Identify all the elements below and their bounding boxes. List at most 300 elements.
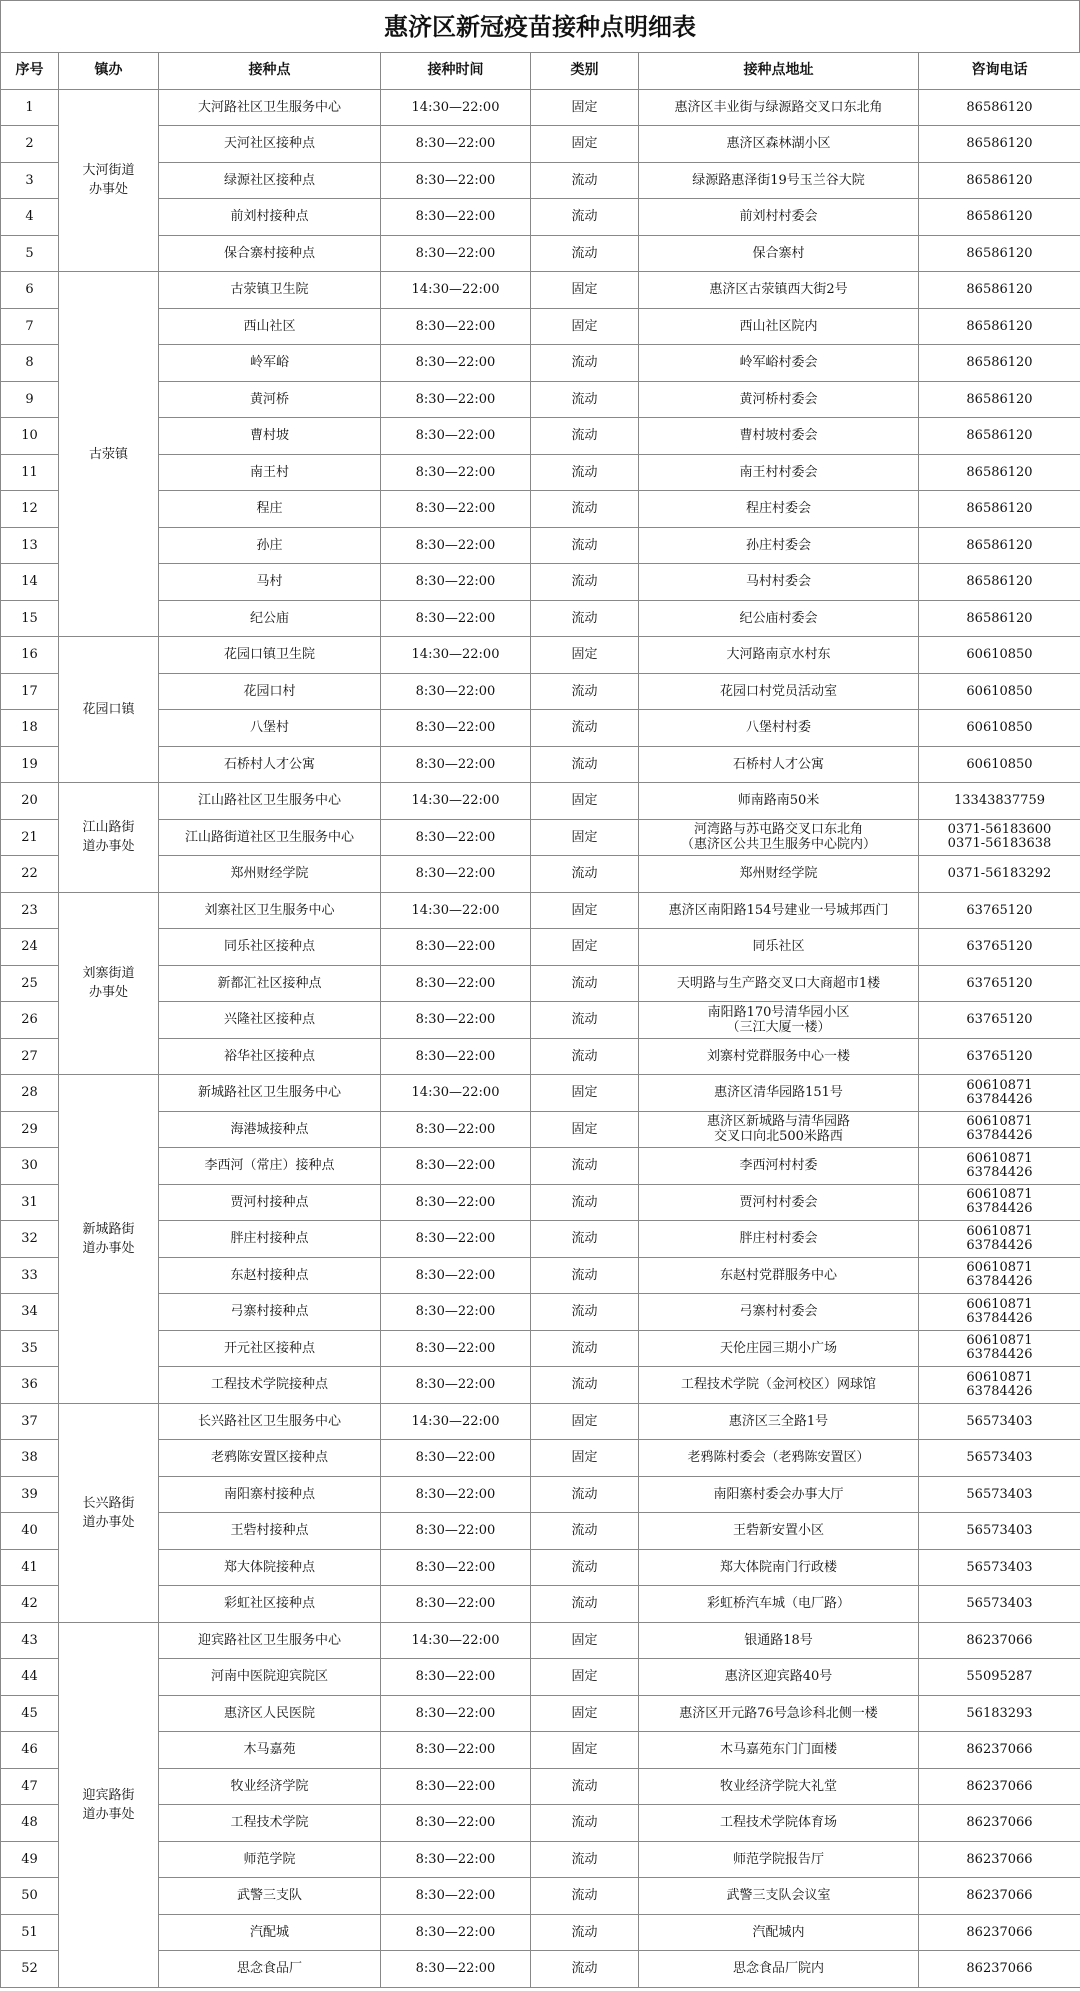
cell-phone	[919, 1549, 1080, 1586]
cell-site: 思念食品厂	[159, 1951, 381, 1988]
cell-time: 8:30—22:00	[381, 1805, 531, 1842]
phone-line-2: 0371-56183638	[947, 836, 1052, 852]
cell-phone	[919, 856, 1080, 893]
cell-site: 李西河（常庄）接种点	[159, 1148, 381, 1185]
phone-line: 60610850	[966, 683, 1033, 699]
phone-line-2: 63784426	[966, 1310, 1033, 1326]
cell-time: 14:30—22:00	[381, 637, 531, 674]
cell-site: 迎宾路社区卫生服务中心	[159, 1622, 381, 1659]
cell-number: 49	[1, 1841, 59, 1878]
cell-address	[639, 235, 919, 272]
cell-number: 23	[1, 892, 59, 929]
cell-site: 岭军峪	[159, 345, 381, 382]
cell-type: 流动	[531, 1841, 639, 1878]
cell-time: 8:30—22:00	[381, 1768, 531, 1805]
cell-type: 流动	[531, 1476, 639, 1513]
cell-type: 流动	[531, 1257, 639, 1294]
cell-time: 8:30—22:00	[381, 1878, 531, 1915]
table-row	[1, 1878, 1080, 1915]
cell-site: 弓寨村接种点	[159, 1294, 381, 1331]
cell-phone	[919, 1914, 1080, 1951]
table-row	[1, 418, 1080, 455]
cell-address	[639, 673, 919, 710]
address-line: 惠济区迎宾路40号	[724, 1669, 833, 1685]
cell-number: 1	[1, 89, 59, 126]
cell-address	[639, 929, 919, 966]
cell-phone	[919, 1111, 1080, 1148]
cell-phone	[919, 637, 1080, 674]
phone-line-2: 63784426	[966, 1274, 1033, 1290]
cell-number: 16	[1, 637, 59, 674]
address-line: 南阳寨村委会办事大厅	[713, 1486, 844, 1502]
address-line: 南阳路170号清华园小区	[707, 1004, 850, 1020]
cell-type: 固定	[531, 1659, 639, 1696]
table-row	[1, 199, 1080, 236]
cell-phone	[919, 929, 1080, 966]
column-header: 接种点	[159, 53, 381, 90]
cell-address	[639, 637, 919, 674]
address-line: 刘寨村党群服务中心一楼	[706, 1048, 850, 1064]
cell-phone	[919, 1403, 1080, 1440]
cell-site: 保合寨村接种点	[159, 235, 381, 272]
cell-site: 黄河桥	[159, 381, 381, 418]
cell-time: 8:30—22:00	[381, 1586, 531, 1623]
cell-phone	[919, 1586, 1080, 1623]
cell-type: 固定	[531, 929, 639, 966]
cell-number: 2	[1, 126, 59, 163]
cell-site: 花园口镇卫生院	[159, 637, 381, 674]
cell-time: 8:30—22:00	[381, 1330, 531, 1367]
cell-phone	[919, 1440, 1080, 1477]
address-line: 惠济区三全路1号	[728, 1413, 829, 1429]
phone-line: 86237066	[966, 1632, 1033, 1648]
address-line: 石桥村人才公寓	[732, 756, 824, 772]
cell-address	[639, 199, 919, 236]
cell-address	[639, 1221, 919, 1258]
cell-site: 师范学院	[159, 1841, 381, 1878]
cell-site: 花园口村	[159, 673, 381, 710]
cell-type: 流动	[531, 1951, 639, 1988]
cell-town: 江山路街道办事处	[59, 783, 159, 893]
phone-line: 60610871	[966, 1150, 1033, 1166]
cell-number: 48	[1, 1805, 59, 1842]
cell-type: 流动	[531, 1549, 639, 1586]
address-line: 惠济区丰业街与绿源路交叉口东北角	[674, 99, 883, 115]
cell-time: 8:30—22:00	[381, 1513, 531, 1550]
table-row	[1, 1257, 1080, 1294]
table-row	[1, 1403, 1080, 1440]
cell-site: 兴隆社区接种点	[159, 1002, 381, 1039]
cell-phone	[919, 1732, 1080, 1769]
cell-site: 彩虹社区接种点	[159, 1586, 381, 1623]
cell-time: 14:30—22:00	[381, 89, 531, 126]
address-line: 惠济区新城路与清华园路	[706, 1114, 850, 1130]
cell-phone	[919, 1695, 1080, 1732]
address-line: 思念食品厂院内	[732, 1961, 824, 1977]
table-row	[1, 637, 1080, 674]
cell-phone	[919, 199, 1080, 236]
cell-address	[639, 491, 919, 528]
cell-site: 曹村坡	[159, 418, 381, 455]
address-line: 师范学院报告厅	[732, 1851, 824, 1867]
column-header: 咨询电话	[919, 53, 1080, 90]
cell-number: 15	[1, 600, 59, 637]
cell-address	[639, 1440, 919, 1477]
cell-number: 30	[1, 1148, 59, 1185]
cell-site: 王砦村接种点	[159, 1513, 381, 1550]
cell-time: 8:30—22:00	[381, 1476, 531, 1513]
cell-phone	[919, 345, 1080, 382]
cell-type: 流动	[531, 1513, 639, 1550]
phone-line-2: 63784426	[966, 1383, 1033, 1399]
address-line: 曹村坡村委会	[739, 428, 818, 444]
phone-line: 63765120	[966, 975, 1033, 991]
cell-phone	[919, 746, 1080, 783]
table-row	[1, 1184, 1080, 1221]
cell-number: 3	[1, 162, 59, 199]
cell-site: 老鸦陈安置区接种点	[159, 1440, 381, 1477]
cell-time: 8:30—22:00	[381, 600, 531, 637]
cell-number: 4	[1, 199, 59, 236]
cell-site: 天河社区接种点	[159, 126, 381, 163]
cell-site: 工程技术学院	[159, 1805, 381, 1842]
phone-line: 60610871	[966, 1187, 1033, 1203]
address-line: 汽配城内	[752, 1924, 805, 1940]
phone-line: 86237066	[966, 1961, 1033, 1977]
address-line: 惠济区森林湖小区	[726, 136, 831, 152]
cell-town: 花园口镇	[59, 637, 159, 783]
phone-line: 60610871	[966, 1223, 1033, 1239]
address-line: 老鸦陈村委会（老鸦陈安置区）	[687, 1450, 870, 1466]
table-row	[1, 673, 1080, 710]
table-row	[1, 929, 1080, 966]
cell-address	[639, 1914, 919, 1951]
cell-address	[639, 1294, 919, 1331]
phone-line: 56573403	[966, 1413, 1033, 1429]
cell-site: 海港城接种点	[159, 1111, 381, 1148]
cell-address	[639, 527, 919, 564]
cell-phone	[919, 819, 1080, 856]
table-row	[1, 1075, 1080, 1112]
cell-address	[639, 1549, 919, 1586]
table-row	[1, 564, 1080, 601]
address-line: 天明路与生产路交叉口大商超市1楼	[676, 975, 881, 991]
phone-line: 0371-56183600	[947, 822, 1052, 838]
phone-line-2: 63784426	[966, 1237, 1033, 1253]
cell-type: 流动	[531, 199, 639, 236]
cell-site: 贾河村接种点	[159, 1184, 381, 1221]
cell-time: 8:30—22:00	[381, 1951, 531, 1988]
address-line-2: 交叉口向北500米路西	[714, 1129, 843, 1145]
address-line: 郑大体院南门行政楼	[719, 1559, 837, 1575]
cell-type: 流动	[531, 235, 639, 272]
cell-type: 流动	[531, 1038, 639, 1075]
cell-address	[639, 1476, 919, 1513]
phone-line: 86586120	[966, 391, 1033, 407]
cell-time: 8:30—22:00	[381, 710, 531, 747]
phone-line: 86237066	[966, 1851, 1033, 1867]
cell-address	[639, 1403, 919, 1440]
phone-line: 86586120	[966, 574, 1033, 590]
table-row	[1, 1148, 1080, 1185]
cell-address	[639, 892, 919, 929]
cell-address	[639, 856, 919, 893]
table-row	[1, 162, 1080, 199]
cell-time: 8:30—22:00	[381, 1549, 531, 1586]
phone-line: 86586120	[966, 136, 1033, 152]
cell-phone	[919, 491, 1080, 528]
cell-number: 26	[1, 1002, 59, 1039]
cell-phone	[919, 1841, 1080, 1878]
cell-type: 流动	[531, 1221, 639, 1258]
cell-time: 14:30—22:00	[381, 272, 531, 309]
phone-line: 63765120	[966, 902, 1033, 918]
cell-phone	[919, 527, 1080, 564]
cell-address	[639, 965, 919, 1002]
phone-line: 86586120	[966, 282, 1033, 298]
cell-type: 流动	[531, 1367, 639, 1404]
cell-time: 8:30—22:00	[381, 1002, 531, 1039]
table-row	[1, 1002, 1080, 1039]
cell-type: 流动	[531, 1184, 639, 1221]
cell-phone	[919, 1367, 1080, 1404]
cell-site: 绿源社区接种点	[159, 162, 381, 199]
cell-address	[639, 1330, 919, 1367]
address-line: 师南路南50米	[737, 793, 820, 809]
cell-site: 新城路社区卫生服务中心	[159, 1075, 381, 1112]
cell-site: 马村	[159, 564, 381, 601]
cell-address	[639, 1659, 919, 1696]
cell-time: 8:30—22:00	[381, 235, 531, 272]
cell-number: 45	[1, 1695, 59, 1732]
cell-phone	[919, 381, 1080, 418]
table-row	[1, 1111, 1080, 1148]
address-line: 南王村村委会	[739, 464, 818, 480]
cell-address	[639, 345, 919, 382]
cell-time: 14:30—22:00	[381, 1622, 531, 1659]
cell-number: 8	[1, 345, 59, 382]
cell-address	[639, 1111, 919, 1148]
cell-number: 9	[1, 381, 59, 418]
column-header: 类别	[531, 53, 639, 90]
cell-number: 50	[1, 1878, 59, 1915]
table-row	[1, 1951, 1080, 1988]
cell-type: 固定	[531, 89, 639, 126]
phone-line: 86237066	[966, 1778, 1033, 1794]
cell-address	[639, 1878, 919, 1915]
table-row	[1, 89, 1080, 126]
cell-site: 南阳寨村接种点	[159, 1476, 381, 1513]
cell-time: 8:30—22:00	[381, 856, 531, 893]
cell-address	[639, 1732, 919, 1769]
cell-type: 流动	[531, 345, 639, 382]
cell-type: 流动	[531, 600, 639, 637]
address-line: 惠济区开元路76号急诊科北侧一楼	[679, 1705, 878, 1721]
cell-number: 46	[1, 1732, 59, 1769]
address-line: 花园口村党员活动室	[719, 683, 837, 699]
cell-site: 纪公庙	[159, 600, 381, 637]
column-header: 序号	[1, 53, 59, 90]
address-line: 木马嘉苑东门门面楼	[719, 1742, 837, 1758]
table-row	[1, 600, 1080, 637]
cell-phone	[919, 1951, 1080, 1988]
cell-site: 石桥村人才公寓	[159, 746, 381, 783]
table-row	[1, 454, 1080, 491]
cell-time: 8:30—22:00	[381, 454, 531, 491]
cell-phone	[919, 308, 1080, 345]
table-row	[1, 1294, 1080, 1331]
phone-line-2: 63784426	[966, 1091, 1033, 1107]
cell-site: 南王村	[159, 454, 381, 491]
cell-phone	[919, 1659, 1080, 1696]
cell-site: 江山路街道社区卫生服务中心	[159, 819, 381, 856]
cell-number: 14	[1, 564, 59, 601]
phone-line: 60610871	[966, 1369, 1033, 1385]
phone-line: 86586120	[966, 428, 1033, 444]
table-row	[1, 783, 1080, 820]
cell-number: 51	[1, 1914, 59, 1951]
cell-type: 固定	[531, 1075, 639, 1112]
cell-phone	[919, 1294, 1080, 1331]
cell-type: 流动	[531, 1294, 639, 1331]
cell-address	[639, 1513, 919, 1550]
phone-line-2: 63784426	[966, 1128, 1033, 1144]
cell-site: 江山路社区卫生服务中心	[159, 783, 381, 820]
address-line: 工程技术学院（金河校区）网球馆	[680, 1377, 876, 1393]
cell-type: 流动	[531, 746, 639, 783]
table-row	[1, 1768, 1080, 1805]
cell-site: 裕华社区接种点	[159, 1038, 381, 1075]
address-line: 孙庄村委会	[745, 537, 811, 553]
address-line: 惠济区南阳路154号建业一号城邦西门	[668, 902, 889, 918]
phone-line: 56573403	[966, 1559, 1033, 1575]
phone-line: 60610871	[966, 1077, 1033, 1093]
cell-phone	[919, 1075, 1080, 1112]
cell-phone	[919, 1622, 1080, 1659]
address-line: 彩虹桥汽车城（电厂路）	[706, 1596, 850, 1612]
cell-time: 8:30—22:00	[381, 1841, 531, 1878]
cell-time: 8:30—22:00	[381, 345, 531, 382]
cell-time: 8:30—22:00	[381, 126, 531, 163]
cell-site: 河南中医院迎宾院区	[159, 1659, 381, 1696]
table-row	[1, 1841, 1080, 1878]
cell-town: 新城路街道办事处	[59, 1075, 159, 1404]
cell-site: 同乐社区接种点	[159, 929, 381, 966]
phone-line: 60610871	[966, 1296, 1033, 1312]
phone-line-2: 63784426	[966, 1347, 1033, 1363]
address-line: 绿源路惠泽街19号玉兰谷大院	[692, 172, 865, 188]
cell-phone	[919, 710, 1080, 747]
cell-site: 武警三支队	[159, 1878, 381, 1915]
address-line: 纪公庙村委会	[739, 610, 818, 626]
cell-address	[639, 710, 919, 747]
phone-line: 60610871	[966, 1114, 1033, 1130]
cell-phone	[919, 454, 1080, 491]
cell-time: 8:30—22:00	[381, 1038, 531, 1075]
cell-phone	[919, 1805, 1080, 1842]
cell-phone	[919, 1257, 1080, 1294]
cell-type: 固定	[531, 1732, 639, 1769]
table-row	[1, 1367, 1080, 1404]
address-line: 保合寨村	[752, 245, 805, 261]
address-line: 郑州财经学院	[739, 866, 818, 882]
cell-address	[639, 746, 919, 783]
phone-line: 56573403	[966, 1486, 1033, 1502]
address-line-2: （惠济区公共卫生服务中心院内）	[680, 837, 876, 853]
address-line: 天伦庄园三期小广场	[719, 1340, 837, 1356]
address-line: 王砦新安置小区	[732, 1523, 824, 1539]
address-line-2: （三江大厦一楼）	[726, 1019, 831, 1035]
cell-time: 8:30—22:00	[381, 1659, 531, 1696]
cell-type: 流动	[531, 527, 639, 564]
phone-line: 0371-56183292	[947, 866, 1052, 882]
cell-phone	[919, 1768, 1080, 1805]
cell-site: 西山社区	[159, 308, 381, 345]
table-row	[1, 1732, 1080, 1769]
cell-number: 33	[1, 1257, 59, 1294]
address-line: 惠济区古荥镇西大街2号	[709, 282, 848, 298]
phone-line: 86586120	[966, 318, 1033, 334]
cell-phone	[919, 1878, 1080, 1915]
cell-number: 12	[1, 491, 59, 528]
cell-time: 14:30—22:00	[381, 783, 531, 820]
cell-type: 流动	[531, 710, 639, 747]
table-row	[1, 1513, 1080, 1550]
cell-address	[639, 418, 919, 455]
cell-address	[639, 1622, 919, 1659]
cell-time: 8:30—22:00	[381, 1367, 531, 1404]
address-line: 马村村委会	[745, 574, 811, 590]
cell-address	[639, 1038, 919, 1075]
table-row	[1, 345, 1080, 382]
cell-address	[639, 1002, 919, 1039]
cell-address	[639, 1148, 919, 1185]
cell-number: 36	[1, 1367, 59, 1404]
cell-site: 古荥镇卫生院	[159, 272, 381, 309]
table-row	[1, 308, 1080, 345]
phone-line: 63765120	[966, 1048, 1033, 1064]
page-title: 惠济区新冠疫苗接种点明细表	[0, 0, 1080, 52]
phone-line: 56573403	[966, 1596, 1033, 1612]
table-header-row	[1, 53, 1080, 90]
cell-time: 8:30—22:00	[381, 929, 531, 966]
cell-type: 流动	[531, 1148, 639, 1185]
cell-phone	[919, 1513, 1080, 1550]
cell-address	[639, 819, 919, 856]
cell-time: 8:30—22:00	[381, 199, 531, 236]
cell-number: 20	[1, 783, 59, 820]
cell-time: 14:30—22:00	[381, 1075, 531, 1112]
cell-time: 8:30—22:00	[381, 1732, 531, 1769]
address-line: 大河路南京水村东	[726, 647, 831, 663]
cell-site: 牧业经济学院	[159, 1768, 381, 1805]
cell-town: 古荥镇	[59, 272, 159, 637]
cell-type: 流动	[531, 1586, 639, 1623]
cell-phone	[919, 965, 1080, 1002]
cell-phone	[919, 1002, 1080, 1039]
cell-phone	[919, 1330, 1080, 1367]
cell-number: 24	[1, 929, 59, 966]
column-header: 镇办	[59, 53, 159, 90]
cell-number: 39	[1, 1476, 59, 1513]
cell-time: 8:30—22:00	[381, 1695, 531, 1732]
cell-address	[639, 1257, 919, 1294]
address-line: 同乐社区	[752, 939, 805, 955]
phone-line-2: 63784426	[966, 1201, 1033, 1217]
cell-number: 28	[1, 1075, 59, 1112]
cell-town: 迎宾路街道办事处	[59, 1622, 159, 1987]
table-row	[1, 1221, 1080, 1258]
